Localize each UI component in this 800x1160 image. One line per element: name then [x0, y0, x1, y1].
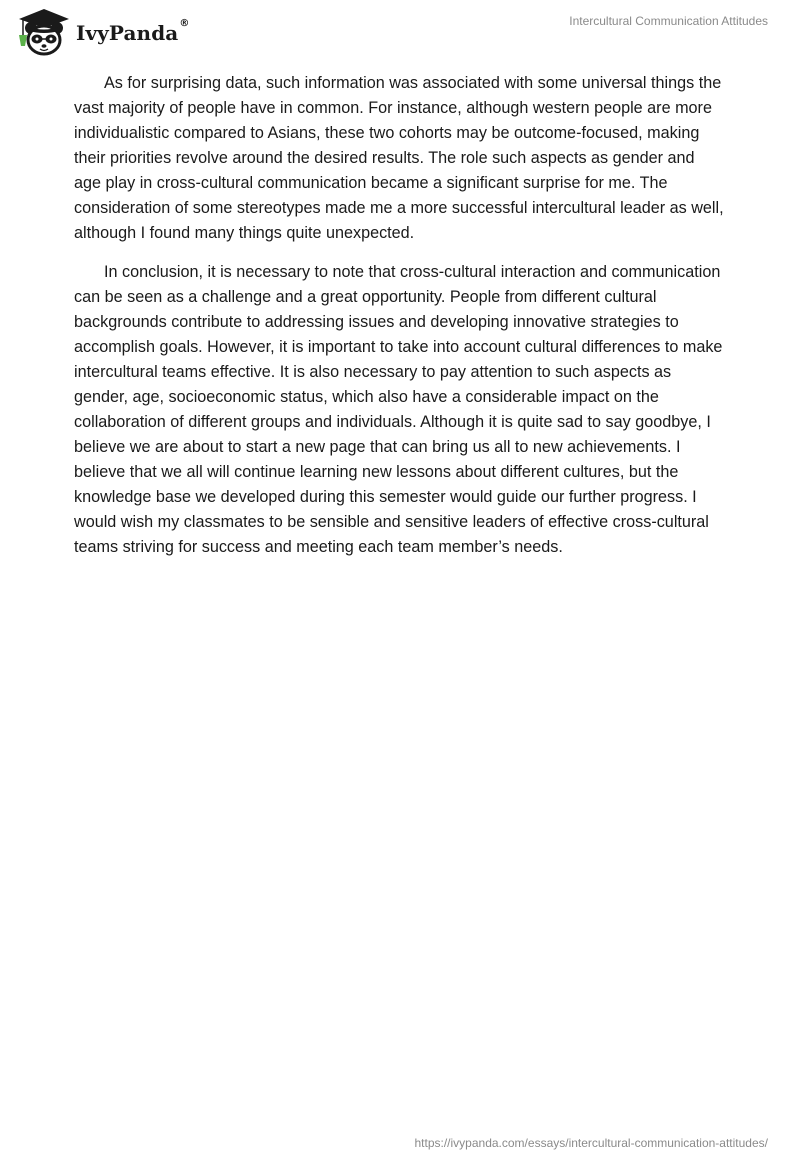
page-header: [0, 0, 800, 60]
essay-body: [74, 71, 726, 574]
source-url[interactable]: https://ivypanda.com/essays/intercultural-communication-attitudes/: [414, 1136, 768, 1150]
logo[interactable]: [14, 6, 189, 58]
paragraph-surprising-data: As for surprising data, such information was associated with some universal things the vast majority of people have in common. For instance, although western people are more individualistic compared to Asians, these two cohorts may be outcome-focused, making their priorities revolve around the desired results. The role such aspects as gender and age play in cross-cultural communication became a significant surprise for me. The consideration of some stereotypes made me a more successful intercultural leader as well, although I found many things quite unexpected.: [74, 74, 724, 242]
document-title: Intercultural Communication Attitudes: [569, 14, 768, 28]
registered-mark: ®: [179, 18, 190, 29]
logo-wordmark: IvyPanda®: [76, 18, 190, 45]
panda-graduation-cap-icon: [14, 6, 74, 58]
paragraph-conclusion: In conclusion, it is necessary to note that cross-cultural interaction and communication can be seen as a challenge and a great opportunity. People from different cultural backgrounds contribute to addressing issues and developing innovative strategies to accomplish goals. However, it is important to take into account cultural differences to make intercultural teams effective. It is also necessary to pay attention to such aspects as gender, age, socioeconomic status, which also have a considerable impact on the collaboration of different groups and individuals. Although it is quite sad to say goodbye, I believe we are about to start a new page that can bring us all to new achievements. I believe that we all will continue learning new lessons about different cultures, but the knowledge base we developed during this semester would guide our further progress. I would wish my classmates to be sensible and sensitive leaders of effective cross-cultural teams striving for success and meeting each team member’s needs.: [74, 263, 723, 556]
